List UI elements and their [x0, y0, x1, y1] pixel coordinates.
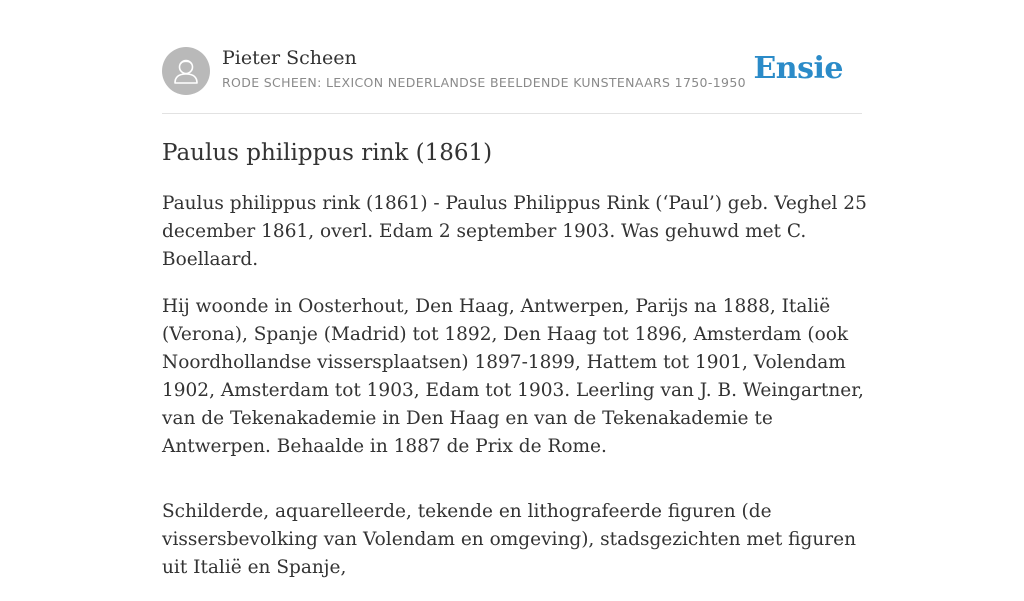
- author-avatar[interactable]: [162, 47, 210, 95]
- ensie-logo[interactable]: Ensie: [753, 51, 843, 86]
- page-container: [162, 0, 867, 578]
- article-title: Paulus philippus rink (1861): [162, 140, 493, 166]
- article-paragraph: Schilderde, aquarelleerde, tekende en lithografeerde figuren (de vissersbevolking van Volendam en omgeving), stadsgezichten met figuren uit Italië en Spanje,: [162, 501, 856, 578]
- article-paragraph: Paulus philippus rink (1861) - Paulus Philippus Rink (‘Paul’) geb. Veghel 25 december 1861, overl. Edam 2 september 1903. Was gehuwd met C. Boellaard.: [162, 193, 867, 270]
- article-body: [162, 190, 867, 601]
- user-icon: [162, 47, 210, 95]
- article-header: [162, 0, 862, 114]
- source-publication[interactable]: RODE SCHEEN: LEXICON NEDERLANDSE BEELDENDE KUNSTENAARS 1750-1950: [222, 75, 746, 90]
- article-paragraph: Hij woonde in Oosterhout, Den Haag, Antwerpen, Parijs na 1888, Italië (Verona), Spanje (Madrid) tot 1892, Den Haag tot 1896, Amsterdam (ook Noordhollandse vissersplaatsen) 1897-1899, Hattem tot 1901, Volendam 1902, Amsterdam tot 1903, Edam tot 1903. Leerling van J. B. Weingartner, van de Tekenakademie in Den Haag en van de Tekenakademie te Antwerpen. Behaalde in 1887 de Prix de Rome.: [162, 296, 864, 457]
- author-name[interactable]: Pieter Scheen: [222, 47, 357, 69]
